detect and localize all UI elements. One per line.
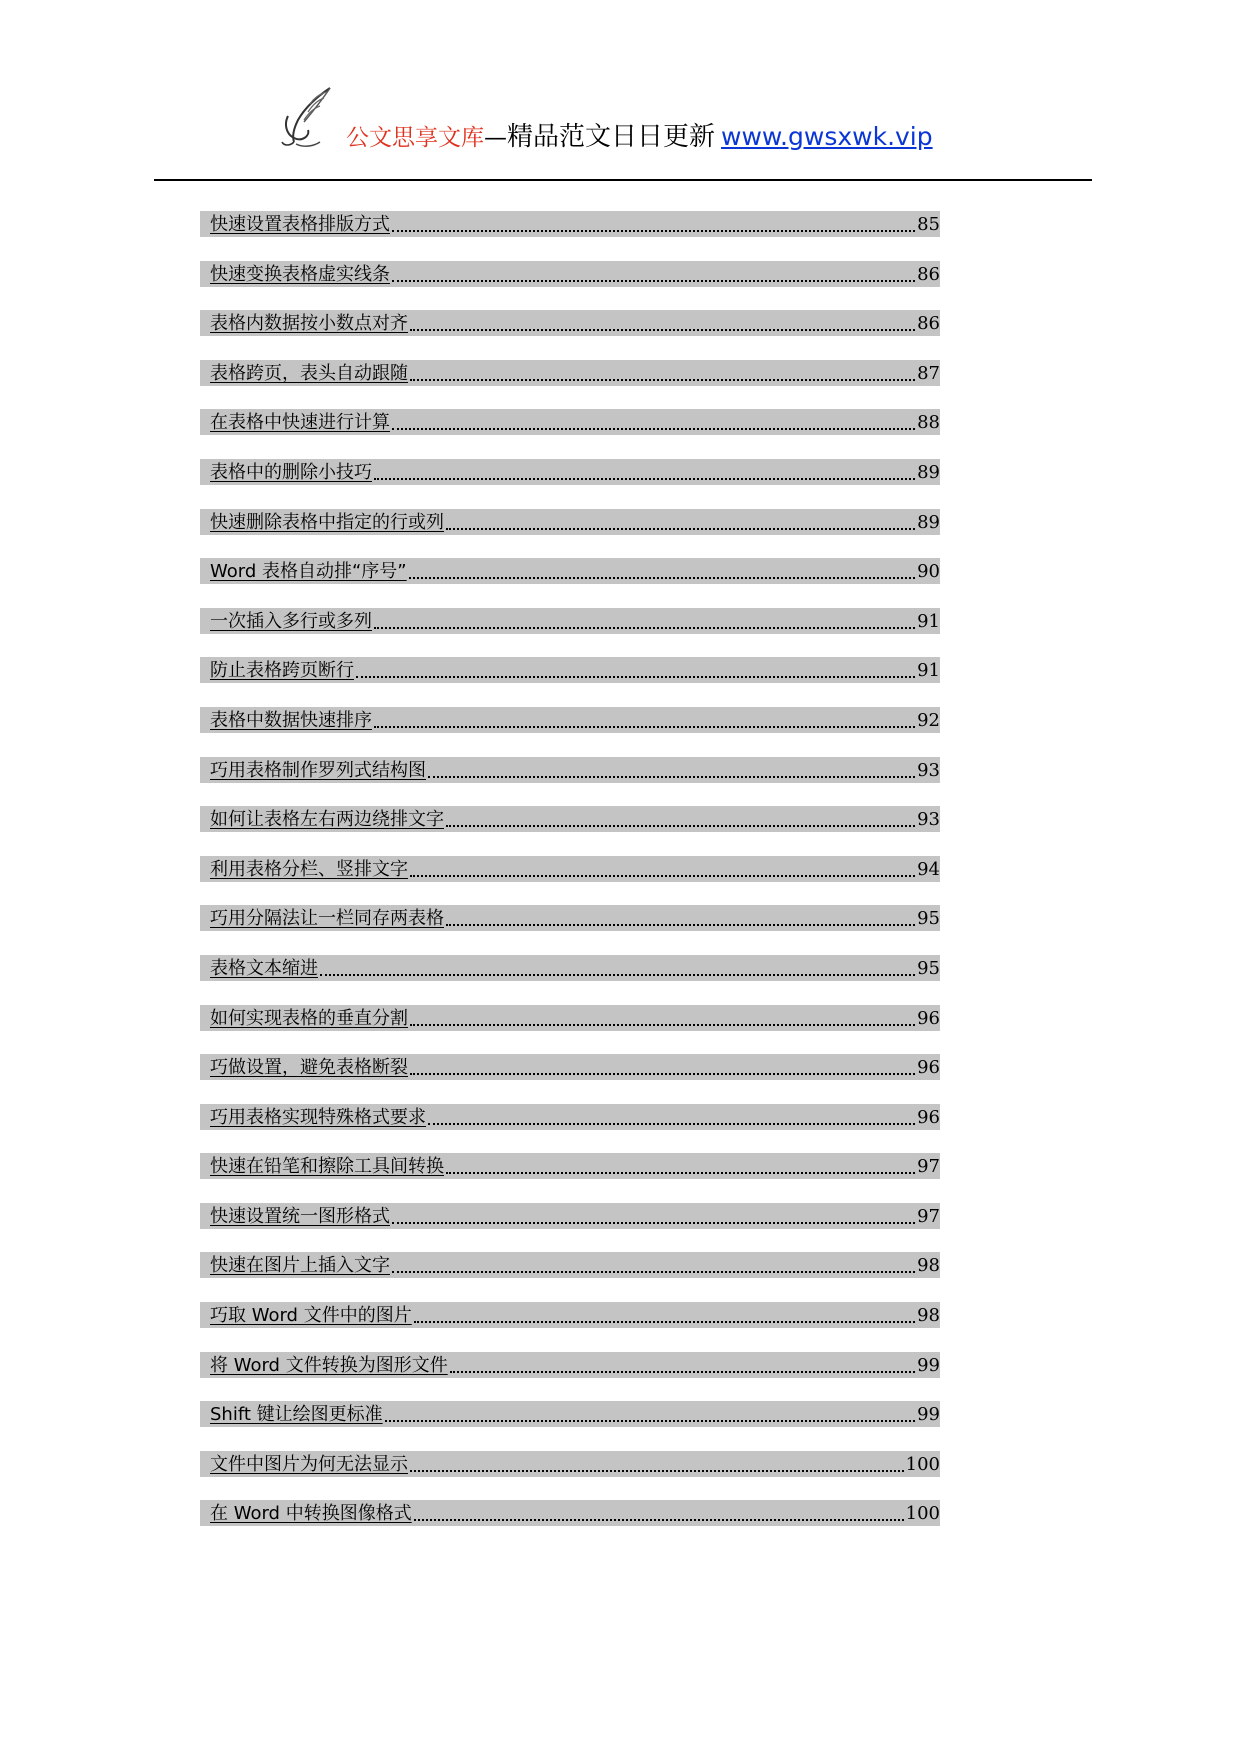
toc-dot-leader [392, 280, 915, 282]
toc-entry[interactable] [200, 1252, 940, 1278]
toc-page-number: 92 [917, 709, 940, 731]
toc-entry-title[interactable]: 如何实现表格的垂直分割 [210, 1007, 408, 1029]
toc-entry-title[interactable]: 表格内数据按小数点对齐 [210, 313, 408, 335]
toc-page-number: 97 [917, 1156, 940, 1178]
toc-entry-title[interactable]: 防止表格跨页断行 [210, 660, 354, 682]
toc-entry-title[interactable]: 表格文本缩进 [210, 957, 318, 979]
toc-entry[interactable] [200, 1352, 940, 1378]
toc-entry[interactable] [200, 1104, 940, 1130]
toc-dot-leader [409, 577, 915, 579]
toc-page-number: 98 [917, 1305, 940, 1327]
toc-entry[interactable] [200, 310, 940, 336]
toc-entry-title[interactable]: Shift 键让绘图更标准 [210, 1404, 383, 1426]
toc-dot-leader [446, 825, 915, 827]
toc-dot-leader [385, 1420, 915, 1422]
toc-entry[interactable] [200, 509, 940, 535]
toc-entry-title[interactable]: Word 表格自动排“序号” [210, 561, 407, 583]
toc-page-number: 96 [917, 1106, 940, 1128]
toc-entry-title[interactable]: 巧用分隔法让一栏同存两表格 [210, 908, 444, 930]
toc-dot-leader [446, 528, 915, 530]
toc-page-number: 86 [917, 263, 940, 285]
toc-entry[interactable] [200, 707, 940, 733]
toc-dot-leader [414, 1519, 904, 1521]
toc-entry-title[interactable]: 快速在图片上插入文字 [210, 1255, 390, 1277]
toc-page-number: 91 [917, 610, 940, 632]
quill-pen-logo-icon [280, 86, 342, 152]
toc-page-number: 89 [917, 511, 940, 533]
brand-name: 公文思享文库 [346, 125, 484, 151]
toc-dot-leader [356, 676, 915, 678]
toc-dot-leader [392, 1271, 915, 1273]
toc-entry[interactable] [200, 1054, 940, 1080]
toc-page-number: 95 [917, 957, 940, 979]
toc-entry[interactable] [200, 1451, 940, 1477]
toc-entry[interactable] [200, 856, 940, 882]
toc-entry[interactable] [200, 409, 940, 435]
toc-entry[interactable] [200, 1153, 940, 1179]
page-header [0, 80, 1240, 160]
toc-dot-leader [410, 1470, 904, 1472]
toc-entry-title[interactable]: 巧用表格制作罗列式结构图 [210, 759, 426, 781]
toc-page-number: 97 [917, 1205, 940, 1227]
toc-entry[interactable] [200, 1302, 940, 1328]
toc-entry[interactable] [200, 1203, 940, 1229]
header-dash: — [484, 125, 507, 151]
toc-page-number: 93 [917, 759, 940, 781]
toc-entry[interactable] [200, 1401, 940, 1427]
toc-entry[interactable] [200, 459, 940, 485]
toc-page-number: 87 [917, 362, 940, 384]
toc-dot-leader [450, 1371, 915, 1373]
toc-dot-leader [392, 230, 915, 232]
toc-page-number: 100 [905, 1503, 940, 1525]
toc-page-number: 85 [917, 214, 940, 235]
toc-entry[interactable] [200, 1005, 940, 1031]
toc-entry-title[interactable]: 快速变换表格虚实线条 [210, 263, 390, 285]
toc-page-number: 96 [917, 1057, 940, 1079]
toc-page-number: 89 [917, 461, 940, 483]
header-slogan: 精品范文日日更新 [507, 122, 716, 152]
toc-dot-leader [446, 924, 915, 926]
toc-dot-leader [392, 1222, 915, 1224]
toc-page-number: 90 [917, 561, 940, 583]
toc-entry[interactable] [200, 1500, 940, 1526]
toc-entry-title[interactable]: 巧做设置，避免表格断裂 [210, 1057, 408, 1079]
toc-entry-title[interactable]: 快速在铅笔和擦除工具间转换 [210, 1156, 444, 1178]
toc-entry-title[interactable]: 一次插入多行或多列 [210, 610, 372, 632]
toc-page-number: 91 [917, 660, 940, 682]
toc-entry[interactable] [200, 608, 940, 634]
toc-dot-leader [410, 379, 915, 381]
toc-entry-title[interactable]: 利用表格分栏、竖排文字 [210, 858, 408, 880]
toc-entry[interactable] [200, 211, 940, 237]
toc-dot-leader [374, 726, 915, 728]
toc-entry-title[interactable]: 表格跨页，表头自动跟随 [210, 362, 408, 384]
toc-entry-title[interactable]: 将 Word 文件转换为图形文件 [210, 1354, 448, 1376]
toc-entry[interactable] [200, 757, 940, 783]
toc-page-number: 99 [917, 1354, 940, 1376]
toc-dot-leader [428, 1123, 915, 1125]
toc-entry[interactable] [200, 558, 940, 584]
toc-entry-title[interactable]: 巧取 Word 文件中的图片 [210, 1305, 412, 1327]
toc-entry[interactable] [200, 905, 940, 931]
toc-dot-leader [392, 428, 915, 430]
toc-entry-title[interactable]: 快速设置统一图形格式 [210, 1205, 390, 1227]
toc-dot-leader [410, 1073, 915, 1075]
toc-entry-title[interactable]: 如何让表格左右两边绕排文字 [210, 809, 444, 831]
toc-dot-leader [410, 329, 915, 331]
toc-entry-title[interactable]: 表格中的删除小技巧 [210, 461, 372, 483]
toc-dot-leader [374, 478, 915, 480]
toc-entry-title[interactable]: 快速设置表格排版方式 [210, 214, 390, 235]
toc-page-number: 88 [917, 412, 940, 434]
toc-entry-title[interactable]: 在表格中快速进行计算 [210, 412, 390, 434]
toc-page-number: 98 [917, 1255, 940, 1277]
toc-dot-leader [428, 776, 915, 778]
toc-dot-leader [320, 974, 915, 976]
toc-page-number: 99 [917, 1404, 940, 1426]
toc-entry-title[interactable]: 巧用表格实现特殊格式要求 [210, 1106, 426, 1128]
toc-entry[interactable] [200, 955, 940, 981]
toc-dot-leader [410, 1024, 915, 1026]
toc-entry[interactable] [200, 657, 940, 683]
toc-entry[interactable] [200, 261, 940, 287]
header-divider [154, 179, 1092, 181]
toc-entry-title[interactable]: 文件中图片为何无法显示 [210, 1453, 408, 1475]
toc-entry-title[interactable]: 在 Word 中转换图像格式 [210, 1503, 412, 1525]
toc-page-number: 96 [917, 1007, 940, 1029]
toc-page-number: 94 [917, 858, 940, 880]
toc-entry-title[interactable]: 快速删除表格中指定的行或列 [210, 511, 444, 533]
toc-page-number: 100 [905, 1453, 940, 1475]
toc-entry[interactable] [200, 360, 940, 386]
toc-entry-title[interactable]: 表格中数据快速排序 [210, 709, 372, 731]
toc-dot-leader [414, 1321, 915, 1323]
toc-dot-leader [410, 875, 915, 877]
toc-page-number: 95 [917, 908, 940, 930]
toc-entry[interactable] [200, 806, 940, 832]
header-text [346, 120, 933, 154]
table-of-contents [200, 211, 940, 1550]
toc-dot-leader [446, 1172, 915, 1174]
toc-page-number: 86 [917, 313, 940, 335]
website-link[interactable]: www.gwsxwk.vip [721, 122, 933, 151]
toc-dot-leader [374, 627, 915, 629]
toc-page-number: 93 [917, 809, 940, 831]
